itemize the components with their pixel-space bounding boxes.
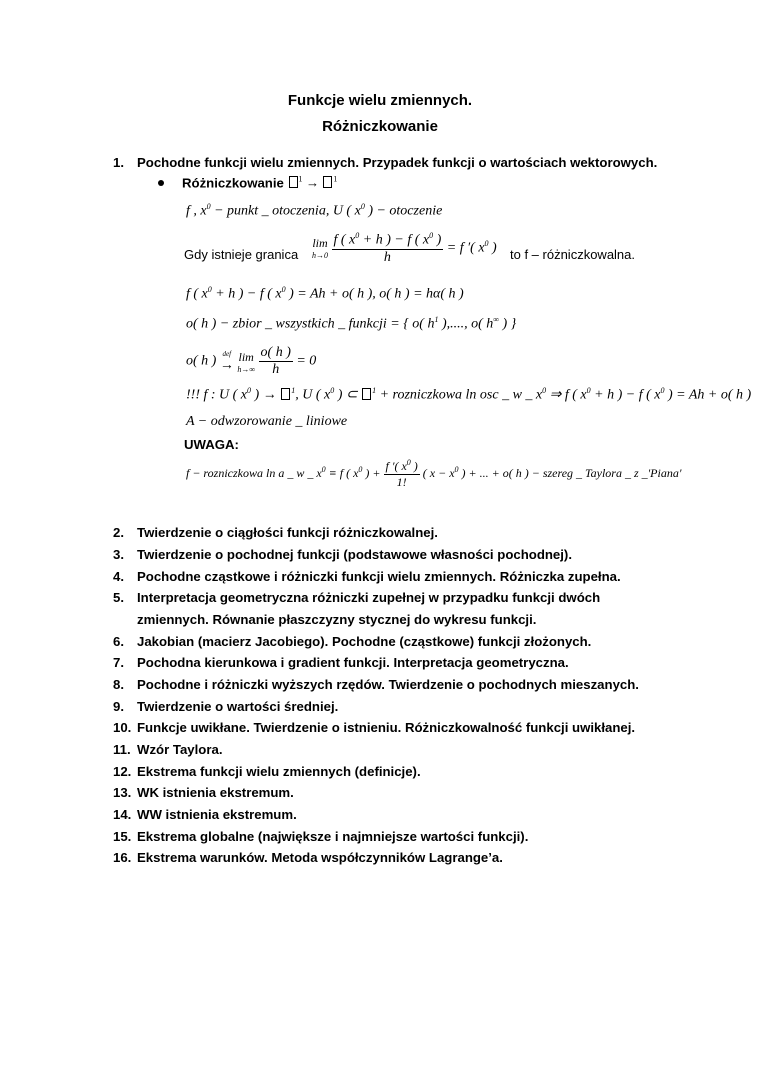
- list-item: [113, 655, 569, 670]
- item-number: 7.: [113, 655, 124, 670]
- item-number: 1.: [113, 155, 124, 170]
- list-item: [113, 720, 635, 735]
- bullet-icon: [158, 180, 164, 186]
- formula-linear-map: A − odwzorowanie _ liniowe: [186, 414, 348, 429]
- item-text: Twierdzenie o wartości średniej.: [137, 699, 339, 714]
- list-item: [113, 569, 621, 584]
- item-text: Twierdzenie o pochodnej funkcji (podstawowe własności pochodnej).: [137, 547, 572, 562]
- list-item: [113, 525, 438, 540]
- item-number: 2.: [113, 525, 124, 540]
- item-number: 11.: [113, 742, 131, 757]
- item-text: Jakobian (macierz Jacobiego). Pochodne (cząstkowe) funkcji złożonych.: [137, 634, 592, 649]
- list-item: [113, 764, 421, 779]
- differentiable-label: to f – różniczkowalna.: [510, 247, 636, 262]
- item-number: 10.: [113, 720, 132, 735]
- list-item-1: [113, 155, 657, 170]
- formula-taylor: f − rozniczkowa ln a _ w _ $x^0 \equiv f$ ( $x^0$ ) + $\frac{f '( x^0 )}{1!}$ ( $x - x^0$ ) + ... + o( h ) − szereg _ Taylora _ z _'Piana': [186, 458, 682, 489]
- page-title: Funkcje wielu zmiennych.: [287, 92, 473, 109]
- list-item: [113, 547, 572, 562]
- item-number: 14.: [113, 807, 132, 822]
- item-number: 13.: [113, 785, 132, 800]
- item-number: 15.: [113, 829, 132, 844]
- bullet-heading: [182, 175, 337, 191]
- list-item: [113, 699, 338, 714]
- item-text: Ekstrema globalne (największe i najmniejsze wartości funkcji).: [137, 829, 529, 844]
- mapping-formula: $^1$ → $^1$: [288, 175, 338, 190]
- item-number: 8.: [113, 677, 124, 692]
- item-text: Funkcje uwikłane. Twierdzenie o istnieniu. Różniczkowalność funkcji uwikłanej.: [137, 720, 636, 735]
- formula-increment: f ( $x^0 + h$ ) − f ( $x^0$ ) = Ah + o( h ), o( h ) = hα( h ): [186, 285, 464, 302]
- list-item: [113, 829, 528, 844]
- item-number: 3.: [113, 547, 124, 562]
- list-item: [113, 634, 591, 649]
- item-text: WW istnienia ekstremum.: [137, 807, 297, 822]
- item-text: Ekstrema warunków. Metoda współczynników Lagrange’a.: [137, 850, 503, 865]
- item-number: 12.: [113, 764, 132, 779]
- formula-o-set: o( h ) − zbior _ wszystkich _ funkcji = { o( $h^1$ ),...., o( h∞ ) }: [186, 315, 517, 332]
- item-text: Pochodne i różniczki wyższych rzędów. Twierdzenie o pochodnych mieszanych.: [137, 677, 639, 692]
- item-text: WK istnienia ekstremum.: [137, 785, 294, 800]
- item-number: 16.: [113, 850, 132, 865]
- item-text: Wzór Taylora.: [137, 742, 223, 757]
- list-item: [113, 742, 223, 757]
- list-item: [113, 807, 297, 822]
- list-item: [113, 785, 294, 800]
- item-text: Pochodne cząstkowe i różniczki funkcji wielu zmiennych. Różniczka zupełna.: [137, 569, 621, 584]
- page-subtitle: Różniczkowanie: [322, 118, 438, 135]
- item-text: zmiennych. Równanie płaszczyzny stycznej do wykresu funkcji.: [137, 612, 537, 627]
- item-text: Twierdzenie o ciągłości funkcji różniczkowalnej.: [137, 525, 438, 540]
- item-number: 4.: [113, 569, 124, 584]
- list-item: [113, 612, 536, 627]
- formula-o-limit: o( h ) def → lim h→∞ $\frac{o( h )}{h}$ = 0: [186, 345, 317, 377]
- limit-formula: lim h→0 $\frac{f ( x^0 + h ) - f ( x^0 )}{h}$ = f ′( $x^0$ ): [312, 231, 497, 265]
- list-item: [113, 590, 600, 605]
- item-number: 6.: [113, 634, 124, 649]
- formula-warning: !!! f : U ( $x^0$ ) → $^1$, U ( $x^0$ ) ⊂ $^1$ + rozniczkowa ln osc _ w _ $x^0$ ⇒ f ( $x^0 + h$ ) − f ( $x^0$ ) = Ah + o( h ): [186, 386, 752, 403]
- limit-label: Gdy istnieje granica: [184, 247, 299, 262]
- item-text: Ekstrema funkcji wielu zmiennych (definicje).: [137, 764, 421, 779]
- list-item: [113, 677, 639, 692]
- item-number: 9.: [113, 699, 124, 714]
- item-text: Interpretacja geometryczna różniczki zupełnej w przypadku funkcji dwóch: [137, 590, 601, 605]
- item-text: Pochodne funkcji wielu zmiennych. Przypadek funkcji o wartościach wektorowych.: [137, 155, 658, 170]
- list-item: [113, 850, 503, 865]
- item-text: Pochodna kierunkowa i gradient funkcji. Interpretacja geometryczna.: [137, 655, 569, 670]
- item-number: 5.: [113, 590, 124, 605]
- bullet-label: Różniczkowanie: [182, 175, 284, 191]
- uwaga-label: UWAGA:: [184, 437, 239, 452]
- formula-definitions: f , $x^0$ − punkt _ otoczenia, U ( $x^0$ ) − otoczenie: [186, 202, 443, 219]
